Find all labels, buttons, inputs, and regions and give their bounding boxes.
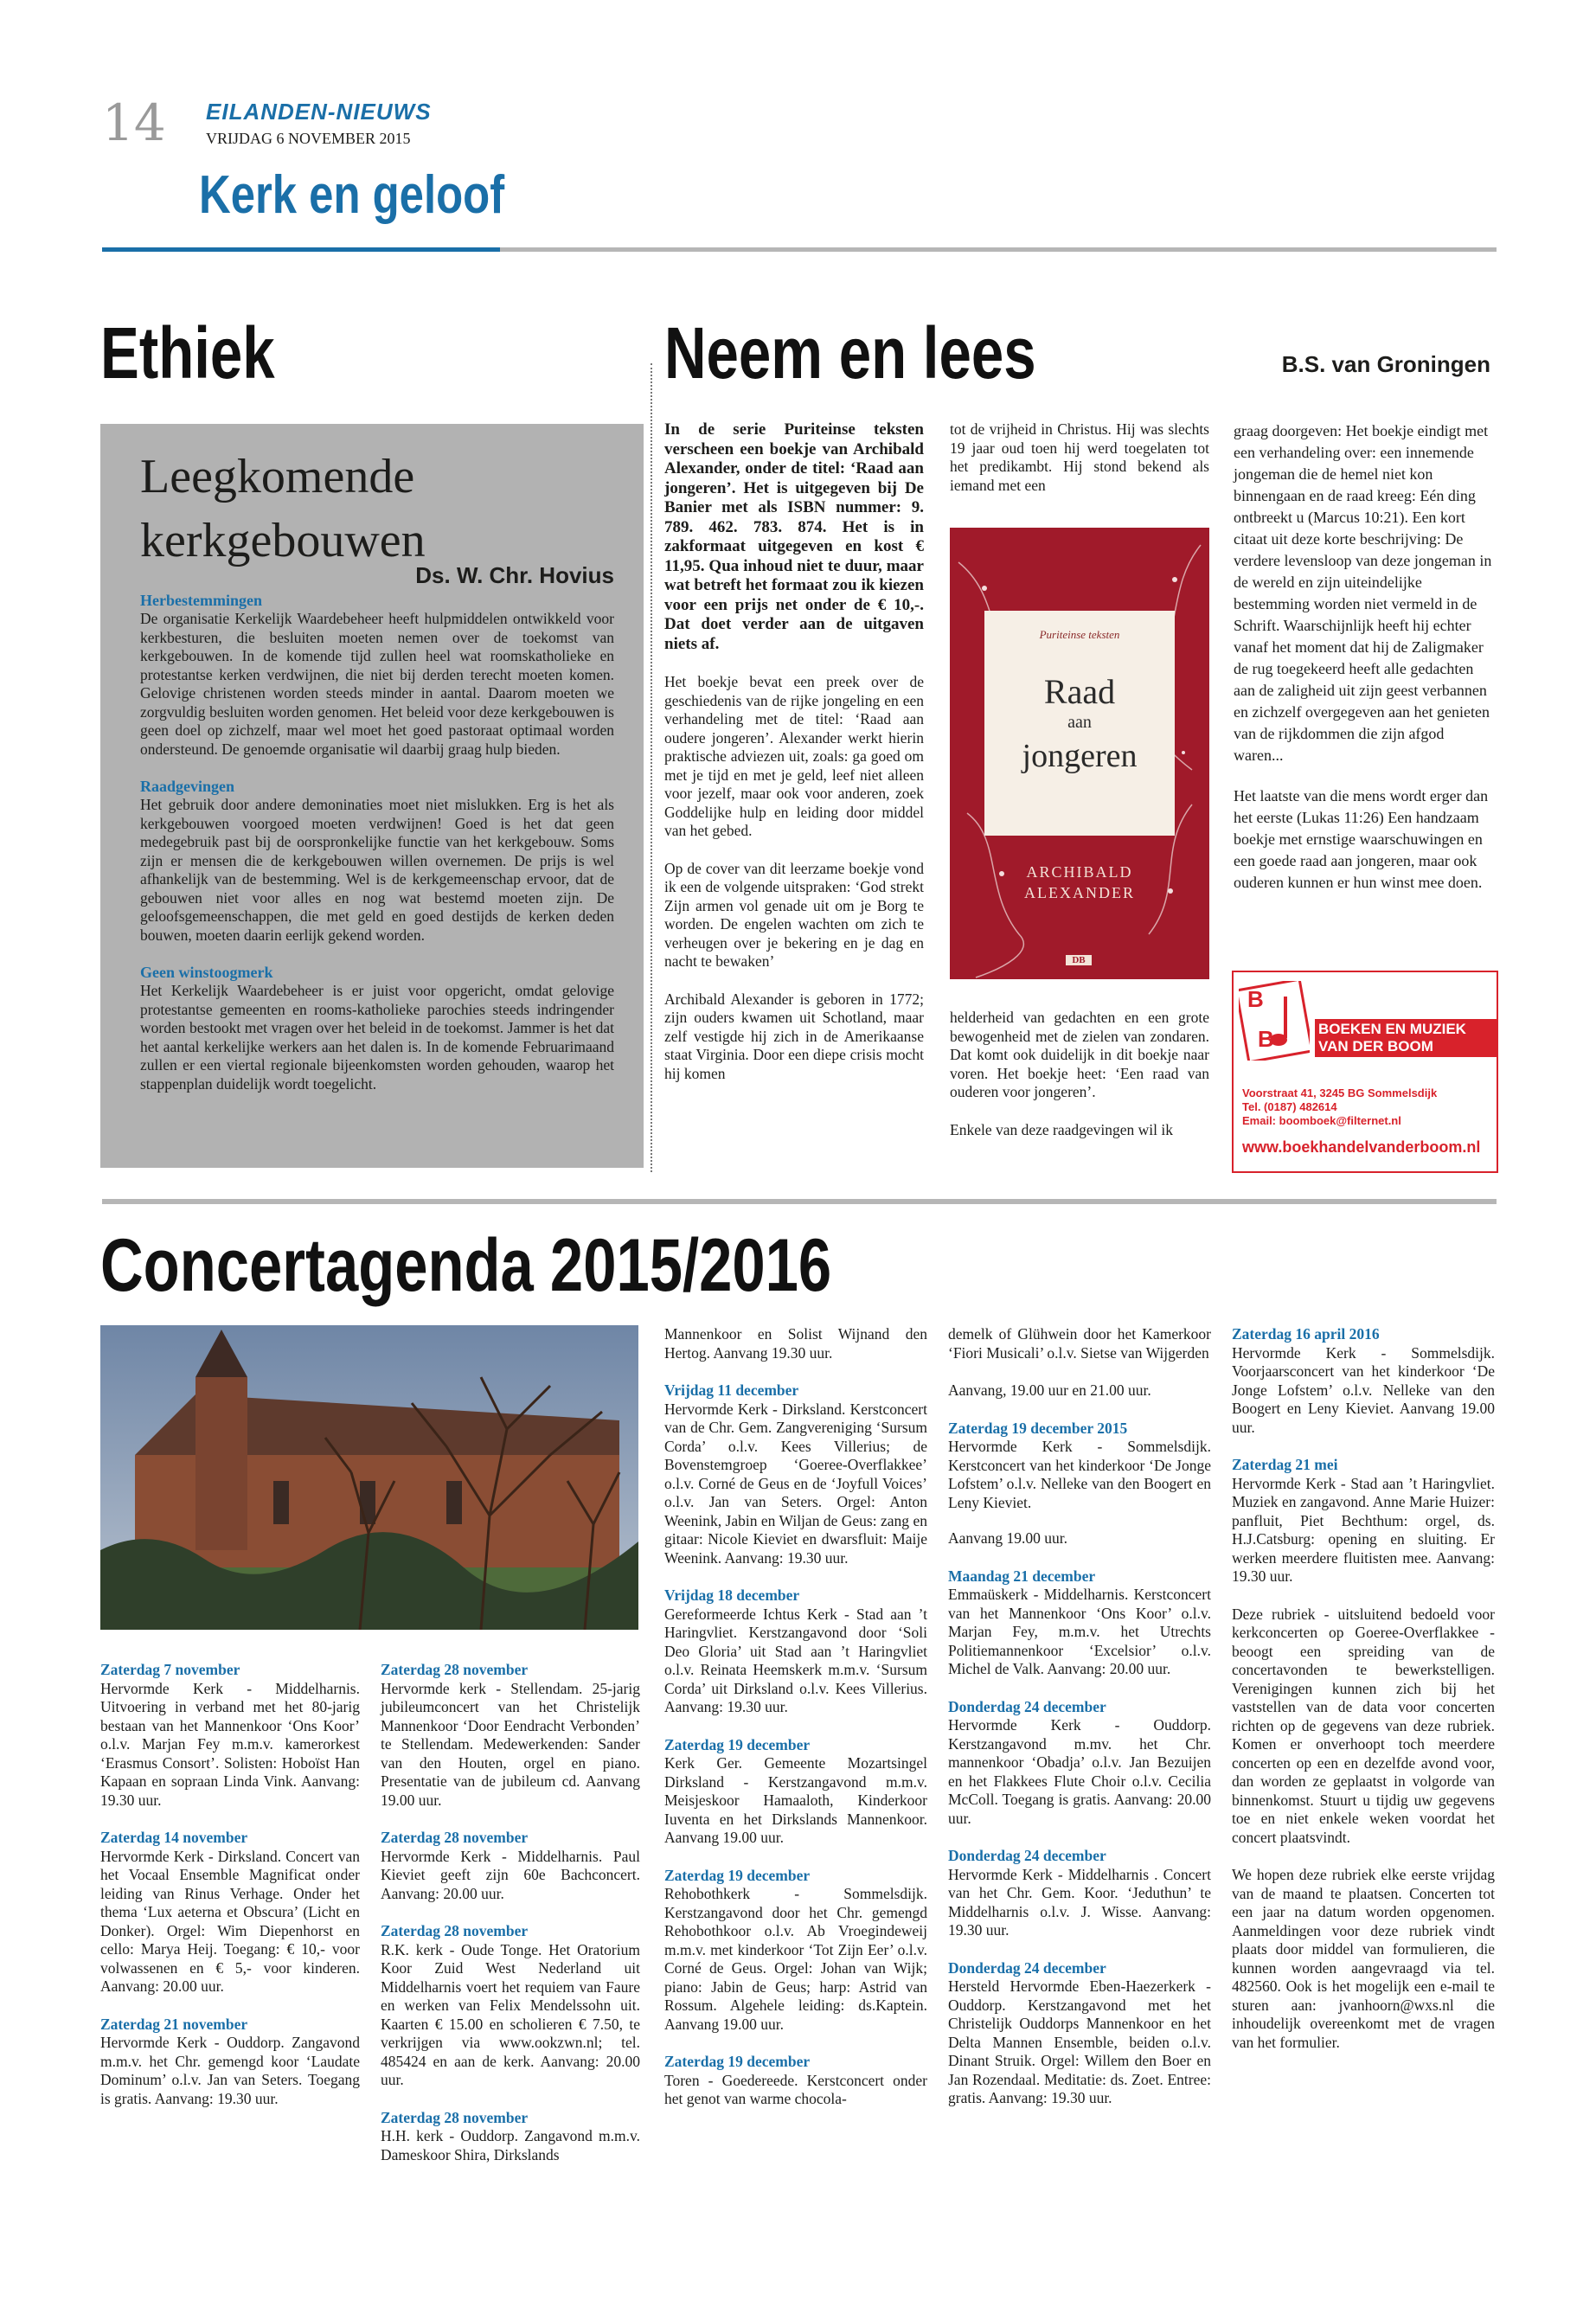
agenda-item [381, 1829, 640, 1903]
section-title: Kerk en geloof [199, 165, 505, 225]
agenda-item [948, 1698, 1211, 1829]
book-series: Puriteinse teksten [1039, 628, 1120, 641]
agenda-item-text: Hersteld Hervormde Eben-Haezerkerk - Ouddorp. Kerstzangavond met het Christelijk Ouddorps Mannenkoor en het Delta Mannen Ensemble, beiden o.l.v. Dinant Struik. Orgel: Willem den Boer en Jan Rozendaal. Meditatie: ds. Zoet. Entree: gratis. Aanvang: 19.30 uur. [948, 1977, 1211, 2106]
church-photo-drawing [100, 1325, 638, 1630]
agenda-item-date: Zaterdag 21 november [100, 2015, 248, 2033]
book-publisher-logo: DB [1066, 955, 1092, 965]
agenda-col3-continued: Mannenkoor en Solist Wijnand den Hertog. Aanvang 19.30 uur. [664, 1325, 927, 1362]
bookshop-name [1315, 1019, 1497, 1057]
issue-date: VRIJDAG 6 NOVEMBER 2015 [206, 130, 411, 147]
ethiek-p2: Het gebruik door andere demoninaties moet niet mislukken. Erg is het als kerkgebouwen voorgoed moeten verdwijnen! Goed is het dat geen medegebruik past bij de oorspronkelijke functie van het kerkgebouw. Soms zijn er mensen die de kerkgebouwen willen overnemen. De prijs is wel afhankelijk van de bestemming. Wel is de kerkgemeenschap ervoor, dat de gebouwen niet voor alles en nog wat bestemd moeten zijn. De geloofsgemeenschappen, die met geld en goed destijds de kerken deden bouwen, moeten daarin eerlijk gekend worden. [140, 796, 614, 944]
agenda-item [948, 1847, 1211, 1940]
ethiek-sub1: Herbestemmingen [140, 592, 262, 609]
neem-c1p4: Archibald Alexander is geboren in 1772; zijn ouders kwamen uit Schotland, maar zelf vestigde hij zich in de Amerikaanse staat Virginia. Door een diepe crisis mocht hij komen [664, 990, 924, 1082]
neem-col3 [1234, 420, 1495, 894]
agenda-col5 [1232, 1325, 1495, 2052]
ethiek-body [140, 592, 614, 1093]
agenda-item-date: Zaterdag 28 november [381, 1661, 529, 1678]
agenda-item-text: Hervormde Kerk - Sommelsdijk. Kerstconcert van het kinderkoor ‘De Jonge Lofstem’ o.l.v. Nelleke van den Boogert en Leny Kieviet. [948, 1438, 1211, 1511]
agenda-rubriek-info: Deze rubriek - uitsluitend bedoeld voor kerkconcerten op Goeree-Overflakkee - beoogt een spreiding van de concertavonden te bewerkstelligen. Verenigingen kunnen zich bij het vaststellen van de data voor concerten richten op de gegevens van deze rubriek. Komen er onverhoopt toch meerdere concerten op een en dezelfde avond voor, dan worden ze geplaatst in volgorde van binnenkomst. Stuurt u tijdig uw gegevens toe en niet enkele weken voordat het concert plaatsvindt. [1232, 1605, 1495, 1846]
agenda-item [948, 1959, 1211, 2108]
agenda-item [381, 1661, 640, 1810]
agenda-item-text: Hervormde Kerk - Dirksland. Kerstconcert van de Chr. Gem. Zangvereniging ‘Sursum Corda’ o.l.v. Kees Villerius; de Bovenstemgroep ‘Goeree-Overflakkee’ o.l.v. Corné de Geus en de ‘Joyfull Voices’ o.l.v. Jan van Seters. Orgel: Anton Weenink, Jabin en Wiljan de Geus: zang en gitaar: Nicole Kieviet en dwarsfluit: Maije Weenink. Aanvang: 19.30 uur. [664, 1400, 927, 1567]
agenda-item-date: Zaterdag 16 april 2016 [1232, 1325, 1380, 1343]
neem-col1 [664, 420, 924, 1083]
agenda-item-date: Donderdag 24 december [948, 1847, 1106, 1864]
neem-c2p1: tot de vrijheid in Christus. Hij was slechts 19 jaar oud toen hij werd toegelaten tot het predikambt. Hij stond bekend als iemand met een [950, 420, 1209, 494]
agenda-rule [102, 1199, 1497, 1204]
agenda-item-date: Zaterdag 7 november [100, 1661, 240, 1678]
agenda-item-text: Emmaüskerk - Middelharnis. Kerstconcert van het Mannenkoor ‘Ons Koor’ o.l.v. Marjan Fey, m.m.v. het Utrechts Politiemannenkoor ‘Excelsior’ o.l.v. Michel de Valk. Aanvang: 20.00 uur. [948, 1586, 1211, 1677]
book-title-1: Raad [1043, 672, 1116, 711]
agenda-item-text: Gereformeerde Ichtus Kerk - Stad aan ’t Haringvliet. Kerstzangavond door ‘Soli Deo Gloria’ uit Stad aan ’t Haringvliet o.l.v. Reinata Heemskerk m.m.v. ‘Sursum Corda’ uit Dirksland o.l.v. Kees Villerius. Aanvang: 19.30 uur. [664, 1605, 927, 1715]
agenda-item [100, 1661, 360, 1810]
agenda-item [664, 1381, 927, 1567]
agenda-item-text: Kerk Ger. Gemeente Mozartsingel Dirksland - Kerstzangavond m.m.v. Meisjeskoor Hamaaloth, Kinderkoor Iuventa en het Dirkslands Mannenkoor. Aanvang 19.00 uur. [664, 1754, 927, 1846]
agenda-item [1232, 1456, 1495, 1586]
agenda-item-date: Zaterdag 19 december 2015 [948, 1419, 1128, 1437]
agenda-rubriek-contact: We hopen deze rubriek elke eerste vrijdag van de maand te plaatsen. Concerten tot een jaar na datum worden opgenomen. Aanmeldingen voor deze rubriek vindt plaats door middel van formulieren, die kunnen worden aangevraagd via tel. 482560. Ook is het mogelijk een e-mail te sturen aan: jvanhoorn@wxs.nl die inhoudelijk overeenkomt met de vragen van het formulier. [1232, 1866, 1495, 2051]
bookshop-address: Voorstraat 41, 3245 BG Sommelsdijk [1242, 1086, 1438, 1099]
ethiek-author: Ds. W. Chr. Hovius [415, 562, 614, 588]
agenda-item-date: Maandag 21 december [948, 1567, 1096, 1585]
neem-col2-top [950, 420, 1209, 495]
neem-c3p1: graag doorgeven: Het boekje eindigt met een verhandeling over: een innemende jongeman die de hemel niet kon binnengaan en de raad kreeg: Eén ding ontbreekt u (Marcus 10:21). Een kort citaat uit deze korte beschrijving: De verdere levensloop van deze jongeman in de wereld en zijn uiteindelijke bestemming worden niet vermeld in de Schrift. Waarschijnlijk heeft hij echter vanaf het moment dat hij de Zaligmaker de rug toegekeerd heeft alle gedachten aan de zaligheid uit zijn geest verbannen en zichzelf overgegeven aan het genieten van de rijkdommen die zijn afgod waren... [1234, 422, 1492, 764]
agenda-item-date: Zaterdag 19 december [664, 1866, 811, 1884]
agenda-col4-continued: demelk of Glühwein door het Kamerkoor ‘Fiori Musicali’ o.l.v. Sietse van Wijgerden [948, 1325, 1211, 1362]
agenda-item-text: Hervormde Kerk - Middelharnis . Concert van het Chr. Gem. Koor. ‘Jeduthun’ te Middelharnis o.l.v. J. Wisse. Aanvang: 19.30 uur. [948, 1865, 1211, 1939]
agenda-heading: Concertagenda 2015/2016 [100, 1224, 832, 1307]
bookshop-name-1: BOEKEN EN MUZIEK [1318, 1021, 1466, 1037]
agenda-col4-continued-2: Aanvang, 19.00 uur en 21.00 uur. [948, 1381, 1151, 1399]
agenda-item [100, 1829, 360, 1997]
agenda-item-text: Toren - Goedereede. Kerstconcert onder het genot van warme chocola- [664, 2071, 927, 2107]
agenda-item-text: H.H. kerk - Ouddorp. Zangavond m.m.v. Dameskoor Shira, Dirkslands [381, 2127, 640, 2163]
book-cover [950, 528, 1209, 979]
agenda-item [1232, 1325, 1495, 1437]
ethiek-sub2: Raadgevingen [140, 778, 235, 795]
agenda-item-text: Hervormde Kerk - Dirksland. Concert van het Vocaal Ensemble Magnificat onder leiding van Rinus Verhage. Onder het thema ‘Lux aeterna et Obscura’ (Licht en Donker). Orgel: Wim Diepenhorst en cello: Marya Heij. Toegang: € 10,- voor volwassenen en € 5,- voor kinderen. Aanvang: 20.00 uur. [100, 1847, 360, 1995]
bookshop-email[interactable]: Email: boomboek@filternet.nl [1242, 1114, 1401, 1127]
column-divider [651, 363, 652, 1172]
agenda-item-date: Zaterdag 28 november [381, 1829, 529, 1846]
neem-heading: Neem en lees [664, 312, 1036, 394]
neem-c2p3: Enkele van deze raadgevingen wil ik [950, 1120, 1174, 1138]
agenda-item-text: Hervormde kerk - Stellendam. 25-jarig jubileumconcert van het Christelijk Mannenkoor ‘Door Eendracht Verbonden’ te Stellendam. Medewerkenden: Sander van den Houten, orgel en piano. Presentatie van de jubileum cd. Aanvang 19.00 uur. [381, 1679, 640, 1809]
bookshop-website[interactable]: www.boekhandelvanderboom.nl [1242, 1138, 1481, 1156]
agenda-item-date: Zaterdag 19 december [664, 2053, 811, 2070]
agenda-item [948, 1420, 1211, 1548]
header-rule-accent [102, 247, 500, 252]
agenda-item-date: Donderdag 24 december [948, 1958, 1106, 1977]
agenda-item [664, 1736, 927, 1848]
agenda-item-date: Donderdag 24 december [948, 1697, 1106, 1715]
neem-author: B.S. van Groningen [1281, 351, 1490, 377]
masthead-logo: EILANDEN-NIEUWS [206, 99, 432, 125]
bookshop-logo [1239, 981, 1310, 1061]
book-author-2: ALEXANDER [1024, 884, 1135, 901]
agenda-item-text: Hervormde Kerk - Ouddorp. Kerstzangavond m.mv. het Chr. mannenkoor ‘Obadja’ o.l.v. Jan Bezuijen en het Flakkees Flute Choir o.l.v. Cecilia McColl. Toegang is gratis. Aanvang: 20.00 uur. [948, 1716, 1211, 1827]
book-cover-label [984, 611, 1175, 836]
agenda-item [381, 1922, 640, 2090]
book-title-3: jongeren [1022, 738, 1138, 774]
agenda-col2 [381, 1661, 640, 2183]
book-title-2: aan [1067, 713, 1092, 732]
logo-letter-1: B [1247, 986, 1264, 1012]
agenda-item-text: Hervormde Kerk - Middelharnis. Uitvoering in verband met het 80-jarig bestaan van het Mannenkoor ‘Ons Koor’ o.l.v. Marjan Fey m.m.v. kamerorkest ‘Erasmus Consort’. Solisten: Hoboïst Han Kapaan en sopraan Linda Vink. Aanvang: 19.30 uur. [100, 1679, 360, 1809]
agenda-item-date: Zaterdag 28 november [381, 2108, 529, 2126]
agenda-item-date: Vrijdag 11 december [664, 1381, 799, 1399]
agenda-item-text: R.K. kerk - Oude Tonge. Het Oratorium Koor Zuid West Nederland uit Middelharnis voert het requiem van Faure en werken van Felix Mendelssohn uit. Kaarten € 15.00 en scholieren € 7.50, te verkrijgen via www.ookzwn.nl; tel. 485424 en aan de kerk. Aanvang: 20.00 uur. [381, 1940, 640, 2088]
ethiek-title-line1: Leegkomende [140, 450, 415, 503]
agenda-item-text: Hervormde Kerk - Sommelsdijk. Voorjaarsconcert van het kinderkoor ‘De Jonge Lofstem’ o.l.v. Nelleke van den Boogert en Leny Kieviet. Aanvang 19.00 uur. [1232, 1343, 1495, 1436]
agenda-item [664, 1586, 927, 1717]
ethiek-p3: Het Kerkelijk Waardebeheer is er juist voor opgericht, omdat gelovige protestantse gemeenten en rooms-katholieke parochies steeds indringender worden bestookt met vragen over het beleid in de toekomst. Jammer is het dat het aantal kerkelijke werkers aan het dalen is. In de komende Februarimaand zullen er een viertal regionale bijeenkomsten worden gehouden, waarop het stappenplan duidelijk wordt toegelicht. [140, 982, 614, 1093]
neem-intro: In de serie Puriteinse teksten verscheen een boekje van Archibald Alexander, onder de titel: ‘Raad aan jongeren’. Het is uitgegeven bij De Banier met als ISBN nummer: 9. 789. 462. 783. 874. Het is in zakformaat uitgegeven en kost € 11,95. Qua inhoud niet te duur, maar wat betreft het formaat zou ik kiezen voor een prijs net onder de € 10,-. Dat doet verder aan de uitgaven niets af. [664, 420, 924, 653]
ethiek-box [100, 424, 644, 1168]
agenda-item-text: Hervormde Kerk - Stad aan ’t Haringvliet. Muziek en zangavond. Anne Marie Huizer: panfluit, Piet Bechthum: orgel, ds. H.J.Catsburg: opening en sluiting. Er werken meerdere fluitisten mee. Aanvang: 19.30 uur. [1232, 1474, 1495, 1585]
ethiek-p1: De organisatie Kerkelijk Waardebeheer heeft hulpmiddelen ontwikkeld voor kerkbesturen, die besluiten moeten nemen over de toekomst van kerkgebouwen. In de komende tijd zullen heel wat roomskatholieke en protestantse kerken verdwijnen, die niet bij derden terecht moeten komen. Gelovige christenen worden steeds minder in aantal. Daarom moeten we zorgvuldig besluiten worden genomen. Het beleid voor deze kerkgebouwen is geen doel op zichzelf, maar wel moet het goed pastoraat optimaal worden ondersteund. De genoemde organisatie wil daarbij graag hulp bieden. [140, 610, 614, 758]
page-number: 14 [102, 93, 166, 152]
agenda-col3 [664, 1325, 927, 2128]
agenda-item [381, 2109, 640, 2165]
neem-c1p3: Op de cover van dit leerzame boekje vond ik een de volgende uitspraken: ‘God strekt Zijn armen vol genade uit om je Borg te worden. De engelen wachten om zich te verheugen over je bekering en je dag en nacht te bewaken’ [664, 859, 924, 970]
neem-col2-bottom [950, 1009, 1209, 1139]
church-photo [100, 1325, 638, 1630]
ethiek-sub3: Geen winstoogmerk [140, 964, 273, 981]
neem-c2p2: helderheid van gedachten en een grote bewogenheid met de zielen van zondaren. Dat komt ook duidelijk in dit boekje naar voren. Het boekje heet: ‘Een raad van ouderen voor jongeren’. [950, 1009, 1209, 1100]
agenda-item-extra: Aanvang 19.00 uur. [948, 1529, 1068, 1547]
bookshop-name-2: VAN DER BOOM [1318, 1038, 1433, 1054]
agenda-item [100, 2016, 360, 2109]
agenda-col4 [948, 1325, 1211, 2127]
agenda-item [948, 1567, 1211, 1679]
ethiek-heading: Ethiek [100, 312, 275, 394]
neem-c1p2: Het boekje bevat een preek over de geschiedenis van de rijke jongeling en een verhandeling met de titel: ‘Raad aan oudere jongeren’. Alexander werkt hierin praktische adviezen uit, zoals: ga goed om met je tijd en met je geld, leef niet alleen voor jezelf, maar ook voor anderen, zoek Goddelijke hulp en leiding door middel van het gebed. [664, 673, 924, 839]
agenda-item-date: Zaterdag 21 mei [1232, 1456, 1338, 1473]
agenda-item-date: Zaterdag 19 december [664, 1735, 811, 1753]
agenda-item-date: Zaterdag 28 november [381, 1922, 529, 1939]
bookshop-contact [1242, 1086, 1437, 1128]
agenda-item-date: Zaterdag 14 november [100, 1829, 248, 1846]
bookshop-tel: Tel. (0187) 482614 [1242, 1100, 1337, 1113]
agenda-item-text: Hervormde Kerk - Ouddorp. Zangavond m.m.v. het Chr. gemengd koor ‘Laudate Dominum’ o.l.v. Jan van Seters. Toegang is gratis. Aanvang: 19.30 uur. [100, 2034, 360, 2107]
book-author-1: ARCHIBALD [1026, 863, 1133, 881]
bookshop-advert[interactable] [1232, 971, 1498, 1173]
agenda-col1 [100, 1661, 360, 2127]
agenda-item-text: Rehobothkerk - Sommelsdijk. Kerstzangavond door het Chr. gemengd Rehobothkoor o.l.v. Ab Vroegindeweij m.m.v. met kinderkoor ‘Tot Zijn Eer’ o.l.v. Corné de Geus. Orgel: Johan van Wijk; piano: Jabin de Geus; harp: Astrid van Rossum. Algehele leiding: ds.Kaptein. Aanvang 19.00 uur. [664, 1885, 927, 2033]
ethiek-title-line2: kerkgebouwen [140, 514, 426, 567]
agenda-item-date: Vrijdag 18 december [664, 1586, 800, 1604]
agenda-item [664, 2053, 927, 2109]
logo-letter-2: B [1258, 1026, 1274, 1052]
agenda-item-text: Hervormde Kerk - Middelharnis. Paul Kieviet geeft zijn 60e Bachconcert. Aanvang: 20.00 uur. [381, 1847, 640, 1902]
neem-c3p2: Het laatste van die mens wordt erger dan het eerste (Lukas 11:26) Een handzaam boekje met ernstige waarschuwingen en een goede raad aan jongeren, maar ook ouderen kunnen er hun winst mee doen. [1234, 787, 1489, 891]
agenda-item [664, 1867, 927, 2035]
